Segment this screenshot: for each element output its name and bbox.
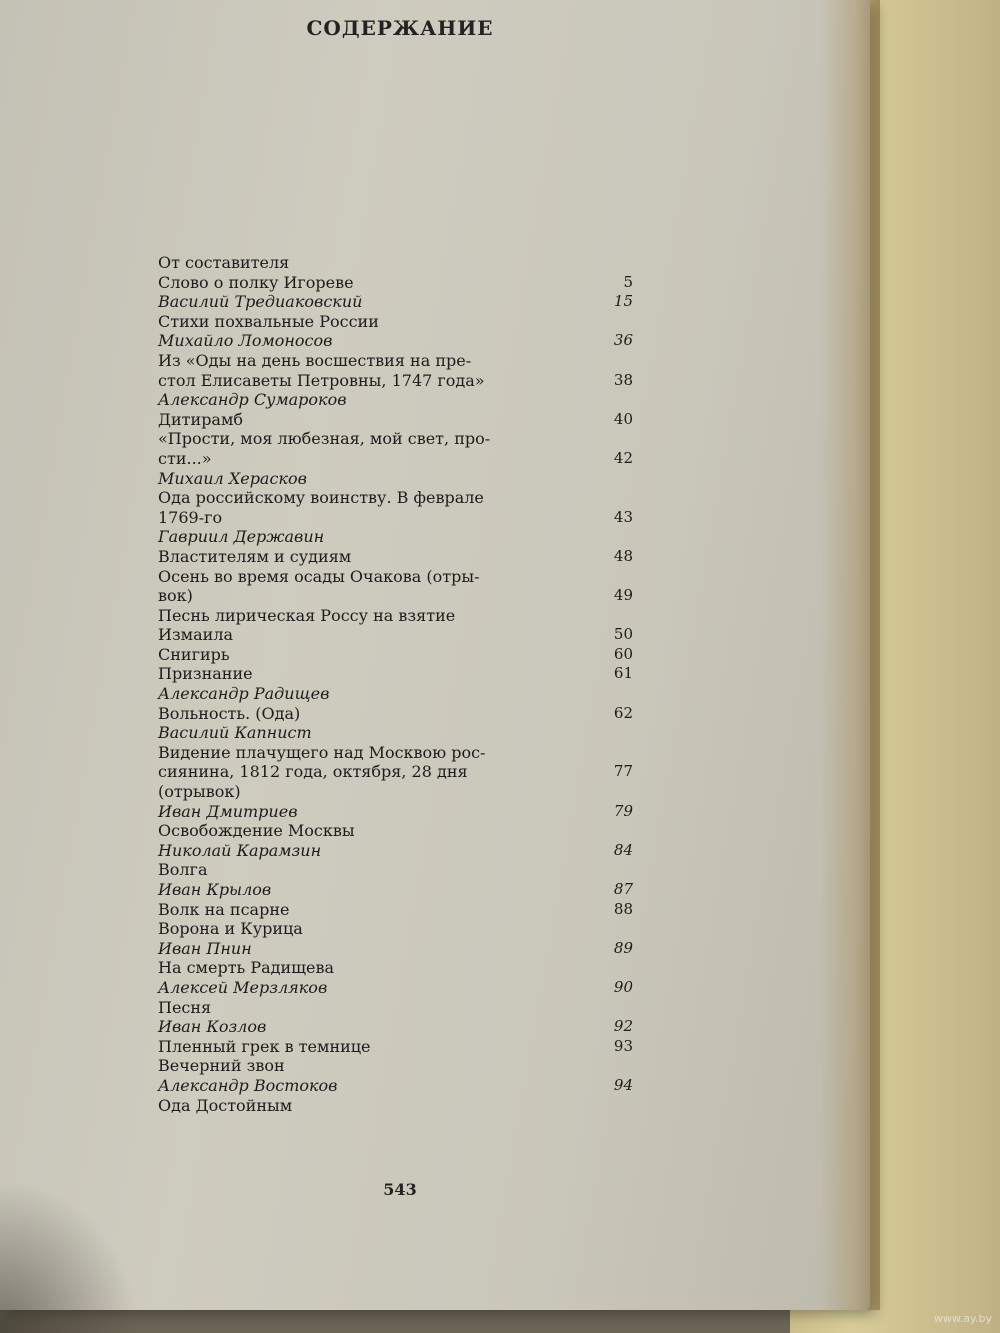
toc-entry-title: Волга	[158, 860, 208, 880]
toc-entry-title: вок)	[158, 586, 193, 606]
page-edge-stain	[820, 0, 880, 1310]
toc-author-line	[158, 469, 633, 489]
toc-entry-title: Слово о полку Игореве	[158, 272, 354, 292]
toc-entry-line	[158, 606, 633, 626]
toc-entry-title: Волк на псарне	[158, 899, 290, 919]
toc-entry-line	[158, 860, 633, 880]
toc-entry-title: Песнь лирическая Россу на взятие	[158, 605, 456, 625]
toc-entry-title: 1769-го	[158, 507, 223, 527]
toc-entry-line	[158, 645, 633, 665]
toc-author-line	[158, 841, 633, 861]
toc-page-number: 90	[613, 977, 633, 996]
toc-author-name: Александр Востоков	[158, 1075, 338, 1095]
toc-entry-title: От составителя	[158, 253, 290, 272]
toc-author-line	[158, 684, 633, 704]
toc-entry-line	[158, 586, 633, 606]
toc-author-name: Николай Карамзин	[158, 840, 322, 860]
toc-page-number: 89	[613, 938, 633, 957]
toc-entry-title: стол Елисаветы Петровны, 1747 года»	[158, 370, 485, 390]
toc-author-line	[158, 802, 633, 822]
toc-author-line	[158, 1017, 633, 1037]
toc-entry-line	[158, 1056, 633, 1076]
toc-entry-title: сиянина, 1812 года, октября, 28 дня	[158, 762, 468, 782]
toc-entry-line	[158, 900, 633, 920]
hand-shadow	[0, 1180, 140, 1333]
toc-page-number: 93	[613, 1036, 633, 1055]
toc-page-number: 50	[613, 625, 633, 644]
toc-entry-title: сти...»	[158, 448, 212, 468]
toc-author-name: Михайло Ломоносов	[158, 331, 333, 351]
leader-dots	[158, 1011, 583, 1013]
toc-entry-line	[158, 410, 633, 430]
toc-page-number: 43	[613, 507, 633, 526]
toc-entry-line	[158, 429, 633, 449]
toc-entry-title: Из «Оды на день восшествия на пре-	[158, 350, 472, 370]
toc-author-line	[158, 880, 633, 900]
toc-page-number: 62	[613, 703, 633, 722]
toc-author-name: Алексей Мерзляков	[158, 977, 328, 997]
toc-entry-title: «Прости, моя любезная, мой свет, про-	[158, 429, 491, 449]
toc-entry-line	[158, 704, 633, 724]
toc-author-name: Александр Сумароков	[158, 390, 347, 410]
toc-entry-title: Снигирь	[158, 644, 230, 664]
toc-page-number: 42	[613, 448, 633, 467]
toc-entry-line	[158, 998, 633, 1018]
toc-entry-title: Признание	[158, 664, 253, 684]
toc-entry-line	[158, 253, 633, 273]
page-title: СОДЕРЖАНИЕ	[306, 16, 494, 40]
toc-entry-line	[158, 1096, 633, 1116]
toc-entry-title: (отрывок)	[158, 782, 241, 802]
toc-entry-line	[158, 919, 633, 939]
toc-author-line	[158, 978, 633, 998]
toc-entry-line	[158, 273, 633, 293]
toc-page-number: 5	[623, 272, 633, 291]
toc-entry-title: Осень во время осады Очакова (отры-	[158, 566, 480, 586]
toc-entry-title: Измаила	[158, 625, 234, 645]
leader-dots	[158, 874, 583, 876]
toc-entry-title: Ворона и Курица	[158, 919, 303, 939]
toc-entry-line	[158, 449, 633, 469]
toc-entry-title: Вечерний звон	[158, 1056, 285, 1076]
toc-entry-line	[158, 762, 633, 782]
toc-page-number: 61	[613, 664, 633, 683]
toc-entry-title: Пленный грек в темнице	[158, 1036, 371, 1056]
toc-author-line	[158, 1076, 633, 1096]
toc-entry-line	[158, 743, 633, 763]
toc-page-number: 84	[613, 840, 633, 859]
toc-page-number: 38	[613, 370, 633, 389]
leader-dots	[158, 600, 583, 602]
toc-page-number: 40	[613, 409, 633, 428]
toc-entry-line	[158, 821, 633, 841]
toc-author-name: Василий Тредиаковский	[158, 292, 363, 312]
toc-entry-title: Песня	[158, 997, 212, 1017]
toc-author-line	[158, 939, 633, 959]
toc-entry-title: Властителям и судиям	[158, 546, 352, 566]
toc-page-number: 77	[613, 762, 633, 781]
toc-author-name: Александр Радищев	[158, 684, 330, 704]
toc-author-line	[158, 331, 633, 351]
page-number: 543	[383, 1180, 417, 1199]
toc-entry-line	[158, 567, 633, 587]
toc-author-line	[158, 723, 633, 743]
toc-entry-line	[158, 312, 633, 332]
toc-entry-title: Ода Достойным	[158, 1095, 293, 1115]
toc-entry-line	[158, 547, 633, 567]
toc-page-number: 88	[613, 899, 633, 918]
toc-entry-title: Дитирамб	[158, 409, 244, 429]
toc-entry-title: Ода российскому воинству. В феврале	[158, 488, 484, 508]
toc-author-name: Иван Дмитриев	[158, 801, 298, 821]
toc-entry-title: Освобождение Москвы	[158, 821, 355, 841]
table-of-contents	[158, 253, 633, 1115]
toc-entry-title: Видение плачущего над Москвою рос-	[158, 742, 486, 762]
toc-page-number: 15	[613, 292, 633, 311]
toc-author-name: Иван Пнин	[158, 938, 252, 958]
toc-page-number: 92	[613, 1017, 633, 1036]
toc-author-line	[158, 292, 633, 312]
toc-entry-line	[158, 488, 633, 508]
toc-entry-line	[158, 664, 633, 684]
watermark: www.ay.by	[933, 1312, 992, 1325]
toc-entry-line	[158, 508, 633, 528]
toc-entry-title: Вольность. (Ода)	[158, 703, 301, 723]
toc-entry-title: На смерть Радищева	[158, 958, 335, 978]
toc-entry-line	[158, 1037, 633, 1057]
toc-page-number: 49	[613, 586, 633, 605]
toc-author-name: Михаил Херасков	[158, 468, 307, 488]
toc-entry-line	[158, 782, 633, 802]
toc-entry-title: Стихи похвальные России	[158, 311, 379, 331]
toc-entry-line	[158, 371, 633, 391]
toc-author-line	[158, 527, 633, 547]
toc-page-number: 79	[613, 801, 633, 820]
toc-page-number: 94	[613, 1075, 633, 1094]
toc-author-name: Иван Крылов	[158, 880, 272, 899]
leader-dots	[158, 463, 583, 465]
toc-page-number: 87	[613, 880, 633, 898]
toc-author-name: Гавриил Державин	[158, 527, 325, 547]
toc-author-name: Иван Козлов	[158, 1017, 267, 1037]
toc-entry-line	[158, 958, 633, 978]
toc-page-number: 48	[613, 546, 633, 565]
toc-page-number: 60	[613, 644, 633, 663]
toc-entry-line	[158, 625, 633, 645]
toc-author-line	[158, 390, 633, 410]
toc-author-name: Василий Капнист	[158, 723, 312, 743]
toc-entry-line	[158, 351, 633, 371]
toc-page-number: 36	[613, 331, 633, 350]
